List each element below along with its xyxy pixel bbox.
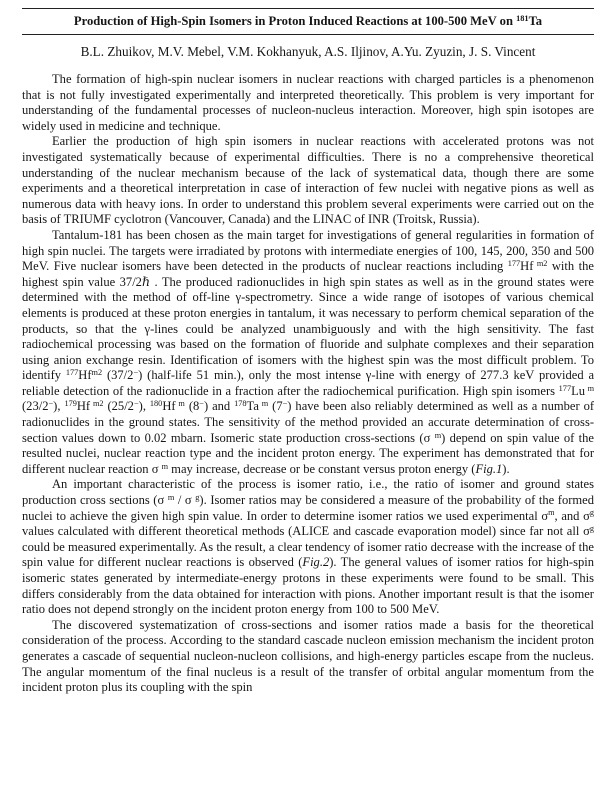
text-run: Tantalum-181 has been chosen as the main target for investigations of general regularities in formation of high spin nuclei. The targets were irradiated by protons with intermediate energies of 100, 145, 200, 350 and 500 MeV. Five nuclear isomers have been detected in the products of nuclear reactions including <box>22 227 594 274</box>
element-symbol: Hf <box>162 399 176 414</box>
figure-reference: Fig.1 <box>475 461 503 476</box>
figure-reference: Fig.2 <box>302 555 330 570</box>
mass-number: 180 <box>149 399 163 409</box>
parity-sign: − <box>48 399 54 409</box>
sigma-superscript: m <box>548 508 555 518</box>
text-run: (8 <box>184 399 200 414</box>
text-run: / σ <box>174 493 196 508</box>
text-run: could be measured experimentally. As the result, a clear tendency of isomer ratio decrease with the increase of the spin value for different nuclear reactions is observed ( <box>22 539 594 570</box>
element-symbol: Hf <box>520 259 534 274</box>
isomer-label: m2 <box>91 368 103 378</box>
title-mass-number: 181 <box>516 13 529 23</box>
isomer-label: m2 <box>533 258 548 268</box>
text-run: ), <box>53 399 65 414</box>
text-run: ). The general values of isomer ratios for high-spin isomeric states generated by intermediate-energy protons in these experiments were found to be small. This differs considerably from the data obtained for interaction with pions. Another important result is that the isomer ratio does not depend strongly on the incident proton energy from 100 to 500 MeV. <box>22 555 594 617</box>
parity-sign: − <box>282 399 288 409</box>
isomer-label: m2 <box>90 399 104 409</box>
mass-number: 177 <box>507 258 521 268</box>
mass-number: 178 <box>234 399 247 409</box>
mass-number: 179 <box>64 399 77 409</box>
text-run: ) depend on spin value of the resulted nuclei, nuclear reaction type and the incident proton energy. The experiment has demonstrated that for different nuclear reaction σ <box>22 430 594 476</box>
element-symbol: Ta <box>246 399 259 414</box>
sigma-superscript: g <box>589 508 594 518</box>
mass-number: 177 <box>558 383 572 393</box>
element-symbol: Hf <box>78 368 92 383</box>
text-run: An important characteristic of the process is isomer ratio, i.e., the ratio of isomer and ground states production cross sections (σ <box>22 477 594 508</box>
paper-page <box>22 0 594 809</box>
sigma-superscript: m <box>434 430 442 440</box>
paper-title <box>22 8 594 35</box>
text-run: may increase, decrease or be constant versus proton energy ( <box>168 461 476 476</box>
paragraph-4 <box>22 477 594 617</box>
title-text: Production of High-Spin Isomers in Proton Induced Reactions at 100-500 MeV on <box>73 14 517 28</box>
sigma-superscript: g <box>589 524 594 534</box>
sigma-superscript: m <box>161 461 169 471</box>
element-symbol: Hf <box>76 399 91 414</box>
isomer-label: m <box>585 383 594 393</box>
text-run: (7 <box>268 399 283 414</box>
author-list: B.L. Zhuikov, M.V. Mebel, V.M. Kokhanyuk, A.S. Iljinov, A.Yu. Zyuzin, J. S. Vincent <box>80 44 536 59</box>
text-run: ). Isomer ratios may be considered a measure of the probability of the formed nuclei to achieve the given high spin value. In order to determine isomer ratios we used experimental σ <box>22 493 594 523</box>
mass-number: 177 <box>65 368 79 378</box>
text-run: (37/2 <box>102 368 134 383</box>
text-run: values calculated with different theoretical methods (ALICE and cascade evaporation model) since far not all σ <box>22 524 590 539</box>
isomer-label: m <box>175 399 185 409</box>
text-run: (23/2 <box>22 399 49 414</box>
element-symbol: Lu <box>571 383 586 398</box>
parity-sign: − <box>199 399 204 409</box>
text-run: ) have been also reliably determined as well as a number of radionuclides in the ground states. The sensitivity of the method provided an accurate determination of cross-section values down to 0.02 mbarn. Isomeric state production cross-sections (σ <box>22 399 594 445</box>
paragraph-3 <box>22 228 594 478</box>
paragraph-2: Earlier the production of high spin isomers in nuclear reactions with accelerated protons was not investigated systematically because of experimental difficulties. There is no a comprehensive theoretical understanding of the nuclear mechanism because of the lack of systematical data, though there are some experiments and a theoretical interpretation in case of interaction of few nuclei with negative pions as well as numerous data with heavy ions. In order to understand this problem several experiments were carried out on the basis of TRIUMF cyclotron (Vancouver, Canada) and the LINAC of INR (Troitsk, Russia). <box>22 134 594 227</box>
text-run: , and σ <box>554 508 590 523</box>
isomer-label: m <box>258 399 269 409</box>
parity-sign: − <box>133 399 139 409</box>
text-run: ), <box>138 399 150 414</box>
sigma-superscript: g <box>195 492 200 502</box>
paper-body <box>22 72 594 696</box>
sigma-superscript: m <box>167 492 175 502</box>
text-run: ) (half-life 51 min.), only the most intense γ-line with energy of 277.3 keV provided a reliable detection of the radionuclide in a fraction after the radiochemical purification. High spin isomers <box>22 368 594 398</box>
text-run: with the highest spin value 37/2ℏ . The produced radionuclides in high spin states as well as in the ground states were determined with the method of off-line γ-spectrometry. Since a wide range of isotopes of various chemical elements is produced at these proton energies in tantalum, it was necessary to perform chemical separation of the products, so that the γ-lines could be analyzed unambiguously and with the high sensitivity. The fast radiochemical processing was based on the formation of fluoride and sulphate complexes and their separation using anion exchange resin. Identification of isomers with the highest spin was the most difficult problem. To identify <box>22 259 594 383</box>
parity-sign: − <box>133 368 139 378</box>
text-run: ). <box>502 461 510 476</box>
title-element: Ta <box>528 14 543 28</box>
paragraph-5: The discovered systematization of cross-sections and isomer ratios made a basis for the theoretical consideration of the process. According to the standard cascade nucleon emission mechanism the incident proton generates a cascade of sequential nucleon-nucleon collisions, and high-energy particles escape from the nucleus. The angular momentum of the final nucleus is a result of the transfer of orbital angular momentum from the incident proton plus its coupling with the spin <box>22 617 594 695</box>
text-run: (25/2 <box>103 399 134 414</box>
paragraph-1: The formation of high-spin nuclear isomers in nuclear reactions with charged particles is a phenomenon that is not fully investigated experimentally and interpreted theoretically. This problem is very important for understanding of the fundamental processes of nucleon-nucleus interaction. Moreover, high spin isotopes are widely used in medicine and technique. <box>22 72 594 133</box>
text-run: ) and <box>203 399 235 414</box>
